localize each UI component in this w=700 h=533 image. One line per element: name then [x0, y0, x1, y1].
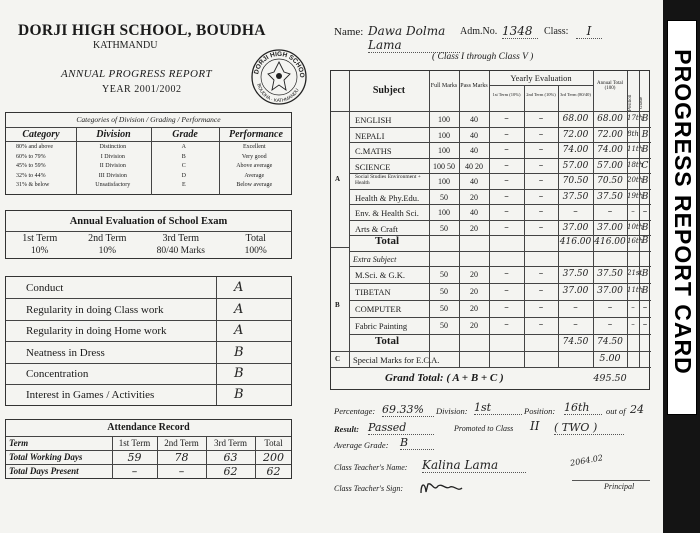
subject-cell: – — [504, 114, 509, 124]
header-term-1: 1st Term (10%) — [492, 92, 521, 97]
grand-total-value: 495.50 — [593, 373, 627, 384]
class-value: I — [576, 24, 602, 39]
subject-name: Fabric Painting — [355, 321, 408, 331]
subject-cell: – — [504, 191, 509, 202]
name-label: Name: — [334, 26, 364, 38]
total-a-label: Total — [375, 235, 400, 247]
spine-title: PROGRESS REPORT CARD — [670, 49, 696, 375]
spine — [663, 0, 700, 533]
eca-value: 5.00 — [599, 353, 621, 364]
subject-name: NEPALI — [355, 130, 385, 141]
position-value: 16th — [564, 401, 602, 415]
table-row: 31% & below Unsatisfactory E Below average — [16, 182, 273, 188]
header-full-marks: Full Marks — [430, 83, 458, 89]
teacher-name-label: Class Teacher's Name: — [334, 463, 408, 472]
subject-cell: – — [607, 207, 613, 217]
class-label: Class: — [544, 26, 569, 37]
subject-name: TIBETAN — [355, 287, 391, 297]
subject-cell: 50 — [440, 270, 448, 279]
promoted-label: Promoted to Class — [454, 424, 514, 433]
attendance-cell: 59 — [127, 451, 142, 464]
report-year: YEAR 2001/2002 — [102, 84, 182, 95]
subject-cell: C — [641, 160, 649, 171]
conduct-grade-2: A — [234, 323, 244, 338]
conduct-label-4: Concentration — [26, 368, 89, 380]
subject-cell: B — [641, 114, 649, 124]
total-b-t3: 74.50 — [562, 337, 589, 347]
table-row: 60% to 79% I Division B Very good — [16, 153, 267, 160]
grid-hline — [349, 220, 651, 221]
subject-cell: 68.00 — [597, 114, 623, 124]
conduct-grade-1: A — [234, 302, 244, 317]
subject-cell: 17th — [627, 114, 644, 122]
extra-subject-label: Extra Subject — [353, 255, 397, 264]
grid-hline — [349, 334, 651, 335]
grid-hline — [349, 317, 651, 318]
total-a-position: 16th — [627, 237, 644, 245]
grid-hline — [349, 158, 651, 159]
grid-hline — [349, 142, 651, 143]
subject-cell: 72.00 — [597, 129, 623, 140]
subject-name: Social Studies Environment + Health — [355, 174, 421, 186]
subject-cell: 57.00 — [562, 160, 589, 171]
categories-caption: Categories of Division / Grading / Performance — [76, 115, 221, 124]
subject-cell: 40 — [470, 146, 478, 155]
subject-cell: 40 — [470, 177, 478, 186]
result-label: Result: — [334, 424, 360, 434]
division-label: Division: — [436, 406, 468, 416]
attendance-cell: 62 — [223, 465, 238, 478]
promoted-words: ( TWO ) — [554, 421, 624, 435]
average-grade-value: B — [400, 436, 434, 450]
outof-value: 24 — [630, 403, 644, 416]
grid-hline — [349, 351, 651, 352]
subject-cell: B — [641, 145, 649, 155]
grid-hline — [331, 367, 651, 368]
subject-cell: – — [631, 207, 635, 215]
conduct-grade-4: B — [234, 366, 244, 381]
subject-cell: 57.00 — [597, 160, 623, 171]
subject-cell: 68.00 — [562, 114, 589, 124]
evaluation-title: Annual Evaluation of School Exam — [69, 216, 228, 227]
outof-label: out of — [606, 406, 626, 416]
grid-hline — [349, 266, 651, 267]
subject-cell: 18th — [627, 160, 644, 169]
teacher-signature-icon — [418, 478, 466, 498]
subject-name: C.MATHS — [355, 146, 392, 156]
grid-hline — [349, 251, 651, 252]
subject-name: COMPUTER — [355, 304, 402, 314]
subject-cell: – — [538, 176, 544, 186]
subject-cell: 20 — [470, 270, 478, 279]
subject-cell: 50 — [440, 223, 448, 233]
subject-cell: 10th — [627, 222, 644, 231]
svg-text:BOUDHA · KATHMANDU: BOUDHA · KATHMANDU — [255, 83, 301, 105]
subject-cell: B — [641, 191, 649, 202]
header-annual: Annual Total (100) — [596, 81, 624, 91]
subject-cell: 72.00 — [562, 129, 589, 140]
subject-name: M.Sci. & G.K. — [355, 270, 406, 280]
subject-cell: – — [538, 145, 544, 155]
attendance-title: Attendance Record — [107, 422, 190, 433]
subject-cell: 50 — [440, 192, 448, 202]
subject-cell: 37.00 — [597, 222, 623, 233]
total-b-annual: 74.50 — [597, 337, 623, 347]
attendance-header-t3: 3rd Term — [214, 438, 247, 448]
subject-cell: 20th — [627, 176, 644, 184]
attendance-cell: – — [131, 465, 138, 478]
subject-cell: – — [607, 320, 613, 330]
subject-cell: – — [538, 114, 544, 124]
subject-cell: – — [538, 320, 544, 330]
subject-cell: 50 — [440, 321, 448, 330]
attendance-row-label: Total Days Present — [9, 466, 79, 476]
attendance-header-t2: 2nd Term — [164, 438, 199, 448]
cat-header-division: Division — [96, 129, 131, 140]
division-value: 1st — [474, 401, 522, 415]
subject-cell: – — [538, 160, 544, 171]
conduct-label-0: Conduct — [26, 282, 64, 294]
attendance-cell: 63 — [223, 451, 238, 464]
table-row: 32% to 44% III Division D Average — [16, 172, 265, 179]
header-position: Position — [628, 94, 633, 111]
header-term-2: 2nd Term (10%) — [526, 92, 556, 97]
subject-cell: 40 — [470, 130, 478, 140]
header-pass-marks: Pass Marks — [460, 83, 488, 89]
subject-cell: – — [538, 222, 544, 233]
subject-cell: 100 — [438, 208, 450, 217]
conduct-label-3: Neatness in Dress — [26, 347, 105, 359]
evaluation-headers: 1st Term 2nd Term 3rd Term Total — [22, 233, 266, 244]
cat-header-category: Category — [22, 129, 60, 140]
subject-cell: 40 20 — [465, 161, 483, 171]
subject-cell: 37.00 — [562, 286, 589, 296]
report-title: ANNUAL PROGRESS REPORT — [61, 68, 212, 80]
subject-cell: – — [631, 303, 635, 311]
principal-label: Principal — [604, 482, 635, 491]
subject-cell: 11th — [627, 145, 644, 153]
subject-cell: – — [504, 160, 509, 171]
conduct-grade-3: B — [234, 345, 244, 360]
subject-cell: 100 50 — [433, 161, 455, 171]
attendance-table — [5, 419, 292, 479]
subject-cell: 37.00 — [597, 286, 623, 296]
attendance-cell: 62 — [266, 465, 281, 478]
subject-cell: 20 — [470, 287, 478, 296]
grid-hline — [349, 300, 651, 301]
subject-cell: – — [504, 286, 509, 296]
subject-cell: – — [504, 129, 509, 140]
total-a-t3: 416.00 — [559, 237, 592, 247]
subject-cell: 11th — [627, 286, 644, 294]
subject-cell: 40 — [470, 208, 478, 217]
group-c-label: C — [335, 355, 341, 363]
class-range: ( Class I through Class V ) — [432, 52, 534, 62]
subject-cell: 37.50 — [562, 191, 589, 202]
attendance-header-term: Term — [9, 438, 29, 448]
school-seal-icon — [250, 44, 308, 110]
eca-label: Special Marks for E.C.A. — [353, 355, 440, 365]
grid-hline — [349, 127, 651, 128]
conduct-table — [5, 276, 292, 406]
header-grade: Grade — [639, 96, 644, 109]
teacher-name: Kalina Lama — [422, 458, 526, 473]
subject-cell: 50 — [440, 304, 448, 313]
subject-name: Arts & Craft — [355, 223, 398, 234]
subject-cell: 100 — [438, 146, 450, 155]
grid-hline — [349, 204, 651, 205]
subject-cell: B — [641, 222, 649, 233]
subject-cell: – — [504, 320, 509, 330]
subject-cell: 20 — [470, 321, 478, 330]
attendance-header-t1: 1st Term — [118, 438, 151, 448]
subject-cell: 40 — [470, 115, 478, 124]
subject-cell: – — [573, 320, 578, 330]
group-a-label: A — [335, 175, 341, 183]
subject-cell: – — [573, 303, 578, 313]
subject-cell: – — [538, 286, 544, 296]
subject-cell: 74.00 — [597, 145, 623, 155]
percentage-label: Percentage: — [334, 406, 376, 416]
subject-cell: 100 — [438, 115, 450, 124]
subject-cell: – — [538, 191, 544, 202]
subject-cell: B — [641, 176, 649, 186]
total-a-annual: 416.00 — [594, 237, 626, 247]
header-yearly: Yearly Evaluation — [510, 73, 572, 83]
position-label: Position: — [524, 406, 556, 416]
cat-header-grade: Grade — [172, 129, 198, 140]
total-a-grade: B — [641, 236, 649, 246]
grid-hline — [331, 351, 349, 352]
table-row: 80% and above Distinction A Excellent — [16, 144, 266, 150]
attendance-row-label: Total Working Days — [9, 452, 83, 462]
adm-label: Adm.No. — [460, 26, 498, 37]
subject-cell: B — [641, 286, 649, 296]
grid-hline — [349, 283, 651, 284]
subject-name: Env. & Health Sci. — [355, 208, 419, 218]
subject-cell: B — [641, 269, 649, 279]
conduct-label-1: Regularity in doing Class work — [26, 304, 164, 316]
subject-cell: 100 — [438, 130, 450, 140]
grid-hline — [349, 235, 651, 236]
subject-cell: 37.50 — [597, 269, 623, 279]
evaluation-table — [5, 210, 292, 259]
adm-no: 1348 — [502, 24, 538, 39]
subject-cell: – — [504, 222, 509, 233]
group-b-label: B — [335, 301, 340, 309]
subject-cell: 21st — [627, 269, 643, 277]
average-grade-label: Average Grade: — [334, 440, 389, 450]
subject-name: SCIENCE — [355, 161, 391, 172]
subject-cell: – — [642, 320, 648, 330]
subject-cell: 20 — [470, 192, 478, 202]
conduct-label-5: Interest in Games / Activities — [26, 389, 155, 401]
subject-cell: – — [538, 129, 544, 140]
percentage-value: 69.33% — [382, 403, 434, 417]
subject-cell: 37.00 — [562, 222, 589, 233]
subject-cell: 70.50 — [597, 176, 623, 186]
subject-cell: – — [504, 269, 509, 279]
school-city: KATHMANDU — [93, 40, 158, 51]
subject-cell: 37.50 — [597, 191, 623, 202]
left-page — [0, 0, 318, 533]
subject-cell: 70.50 — [562, 176, 589, 186]
subject-cell: – — [538, 303, 544, 313]
subject-cell: – — [642, 303, 648, 313]
conduct-grade-5: B — [234, 387, 244, 402]
subject-cell: – — [538, 269, 544, 279]
subject-cell: B — [641, 129, 649, 140]
attendance-cell: 78 — [174, 451, 189, 464]
categories-table — [5, 112, 292, 195]
subject-cell: – — [504, 145, 509, 155]
subject-cell: 74.00 — [562, 145, 589, 155]
subject-cell: – — [642, 207, 648, 217]
grid-hline — [349, 189, 651, 190]
subject-cell: 50 — [440, 287, 448, 296]
subject-cell: – — [607, 303, 613, 313]
marks-table — [330, 70, 650, 390]
grand-total-label: Grand Total: ( A + B + C ) — [385, 372, 504, 384]
grid-hline — [349, 173, 651, 174]
subject-name: Health & Phy.Edu. — [355, 192, 420, 203]
conduct-grade-0: A — [234, 280, 244, 295]
subject-name: ENGLISH — [355, 115, 392, 125]
subject-cell: 19th — [627, 191, 644, 200]
student-name: Dawa Dolma Lama — [368, 24, 460, 53]
subject-cell: 20 — [470, 304, 478, 313]
evaluation-values: 10% 10% 80/40 Marks 100% — [31, 246, 267, 256]
subject-cell: – — [538, 207, 544, 217]
conduct-label-2: Regularity in doing Home work — [26, 325, 167, 337]
table-row: 45% to 59% II Division C Above average — [16, 163, 273, 169]
header-term-3: 3rd Term (80/40) — [560, 92, 591, 97]
attendance-cell: 200 — [263, 451, 284, 464]
subject-cell: – — [504, 176, 509, 186]
promoted-class: II — [530, 419, 540, 433]
subject-cell: 37.50 — [562, 269, 589, 279]
teacher-sign-label: Class Teacher's Sign: — [334, 484, 403, 493]
right-page — [318, 0, 663, 533]
total-b-label: Total — [375, 335, 400, 347]
subject-cell: – — [504, 207, 509, 217]
result-value: Passed — [368, 421, 434, 435]
school-name: DORJI HIGH SCHOOL, BOUDHA — [18, 22, 266, 39]
categories-rows — [6, 144, 291, 192]
subject-cell: – — [504, 303, 509, 313]
date-note: 2064.02 — [569, 453, 604, 468]
subject-cell: 8th — [627, 129, 639, 138]
attendance-header-total: Total — [264, 438, 283, 448]
svg-text:DORJI HIGH SCHOOL: DORJI HIGH SCHOO — [253, 50, 306, 78]
cat-header-performance: Performance — [229, 129, 283, 140]
attendance-cell: – — [178, 465, 185, 478]
subject-cell: 100 — [438, 177, 450, 186]
subject-cell: 20 — [470, 223, 478, 233]
subject-cell: – — [631, 320, 635, 328]
subject-cell: – — [573, 207, 578, 217]
header-subject: Subject — [372, 85, 406, 96]
grid-hline — [331, 247, 349, 248]
